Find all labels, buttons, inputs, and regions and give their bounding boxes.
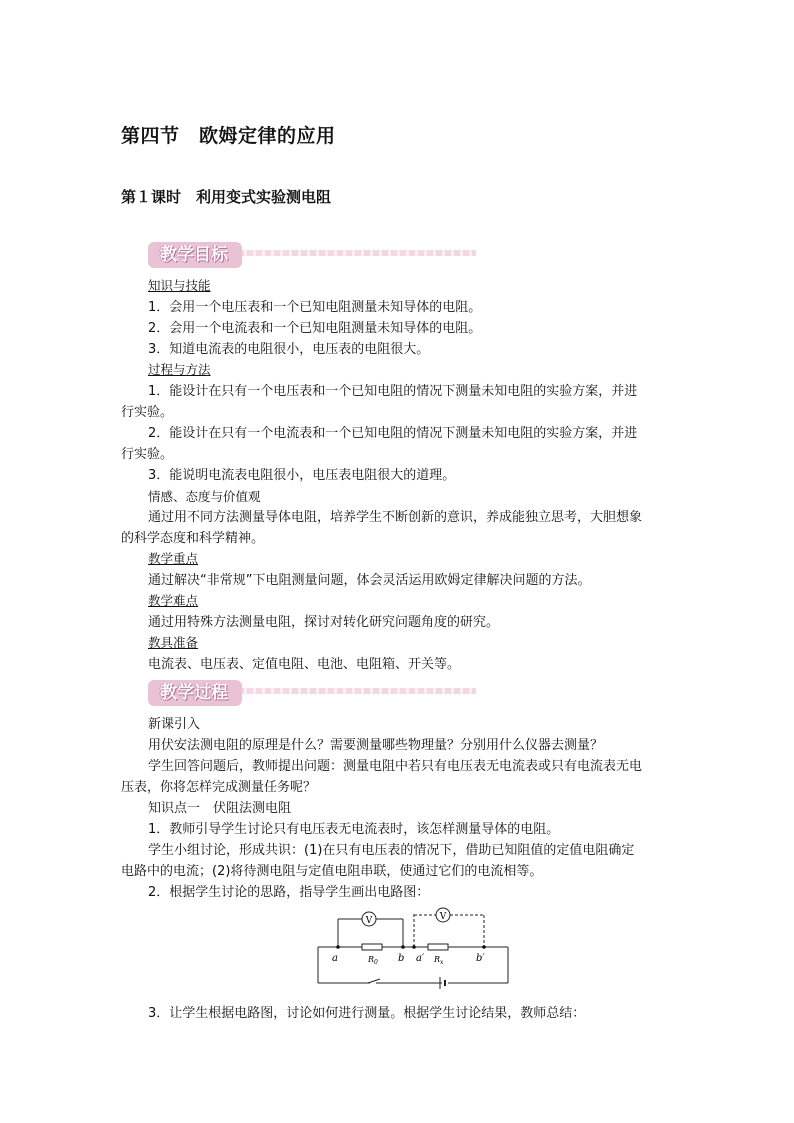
step-3: 3．让学生根据电路图，讨论如何进行测量。根据学生讨论结果，教师总结：	[148, 1006, 586, 1021]
section-title: 第四节 欧姆定律的应用	[121, 125, 336, 147]
knowledge-item-1: 1．会用一个电压表和一个已知电阻测量未知导体的电阻。	[148, 300, 482, 315]
process-item-1-line-2: 行实验。	[121, 405, 174, 420]
circuit-diagram	[310, 905, 515, 995]
intro-paragraph-line-2: 压表，你将怎样完成测量任务呢？	[121, 780, 317, 795]
banner-teaching-goals	[148, 240, 478, 270]
emotion-line-2: 的科学态度和科学精神。	[121, 531, 265, 546]
node-b-label: b	[398, 953, 405, 964]
label-difficulty: 教学难点	[148, 593, 199, 608]
node-b2-label: b′	[476, 953, 485, 964]
node-a-label: a	[332, 953, 338, 964]
intro-question: 用伏安法测电阻的原理是什么？需要测量哪些物理量？分别用什么仪器去测量？	[148, 738, 604, 753]
lesson-title: 第１课时 利用变式实验测电阻	[121, 188, 332, 206]
banner-label: 教学过程	[148, 680, 242, 706]
step-1: 1．教师引导学生讨论只有电压表无电流表时，该怎样测量导体的电阻。	[148, 822, 560, 837]
resistor-rx-label: $R_x$	[434, 955, 444, 966]
discussion-line-1: 学生小组讨论，形成共识：(1)在只有电压表的情况下，借助已知阻值的定值电阻确定	[148, 843, 635, 858]
voltmeter-left-label: V	[365, 916, 373, 926]
resistor-r0-label: $R_0$	[368, 955, 378, 966]
process-item-2-line-1: 2．能设计在只有一个电流表和一个已知电阻的情况下测量未知电阻的实验方案，并进	[148, 426, 638, 441]
key-point-text: 通过解决“非常规”下电阻测量问题，体会灵活运用欧姆定律解决问题的方法。	[148, 573, 591, 588]
junction-a	[336, 945, 340, 949]
banner-stripe	[238, 250, 476, 256]
knowledge-point-1-heading: 知识点一 伏阻法测电阻	[148, 801, 292, 816]
label-emotion: 情感、态度与价值观	[148, 489, 261, 504]
label-key-point: 教学重点	[148, 551, 199, 566]
discussion-line-2: 电路中的电流；(2)将待测电阻与定值电阻串联，使通过它们的电流相等。	[121, 864, 543, 879]
intro-heading: 新课引入	[148, 717, 201, 732]
banner-label: 教学目标	[148, 242, 242, 268]
process-item-3: 3．能说明电流表电阻很小，电压表电阻很大的道理。	[148, 468, 456, 483]
label-knowledge: 知识与技能	[148, 278, 211, 293]
banner-stripe	[238, 688, 476, 694]
junction-b	[401, 945, 405, 949]
node-a2-label: a′	[416, 953, 425, 964]
label-tools: 教具准备	[148, 635, 199, 650]
junction-b2	[482, 945, 486, 949]
knowledge-item-3: 3．知道电流表的电阻很小，电压表的电阻很大。	[148, 342, 430, 357]
junction-a2	[412, 945, 416, 949]
tools-text: 电流表、电压表、定值电阻、电池、电阻箱、开关等。	[148, 657, 461, 672]
knowledge-item-2: 2．会用一个电流表和一个已知电阻测量未知导体的电阻。	[148, 321, 482, 336]
banner-teaching-process	[148, 678, 478, 708]
intro-paragraph-line-1: 学生回答问题后，教师提出问题：测量电阻中若只有电压表无电流表或只有电流表无电	[148, 759, 643, 774]
emotion-line-1: 通过用不同方法测量导体电阻，培养学生不断创新的意识，养成能独立思考，大胆想象	[148, 510, 643, 525]
step-2: 2．根据学生讨论的思路，指导学生画出电路图：	[148, 885, 430, 900]
difficulty-text: 通过用特殊方法测量电阻，探讨对转化研究问题角度的研究。	[148, 615, 500, 630]
voltmeter-right-label: V	[439, 912, 447, 922]
process-item-1-line-1: 1．能设计在只有一个电压表和一个已知电阻的情况下测量未知电阻的实验方案，并进	[148, 384, 638, 399]
label-process-method: 过程与方法	[148, 362, 211, 377]
process-item-2-line-2: 行实验。	[121, 447, 174, 462]
